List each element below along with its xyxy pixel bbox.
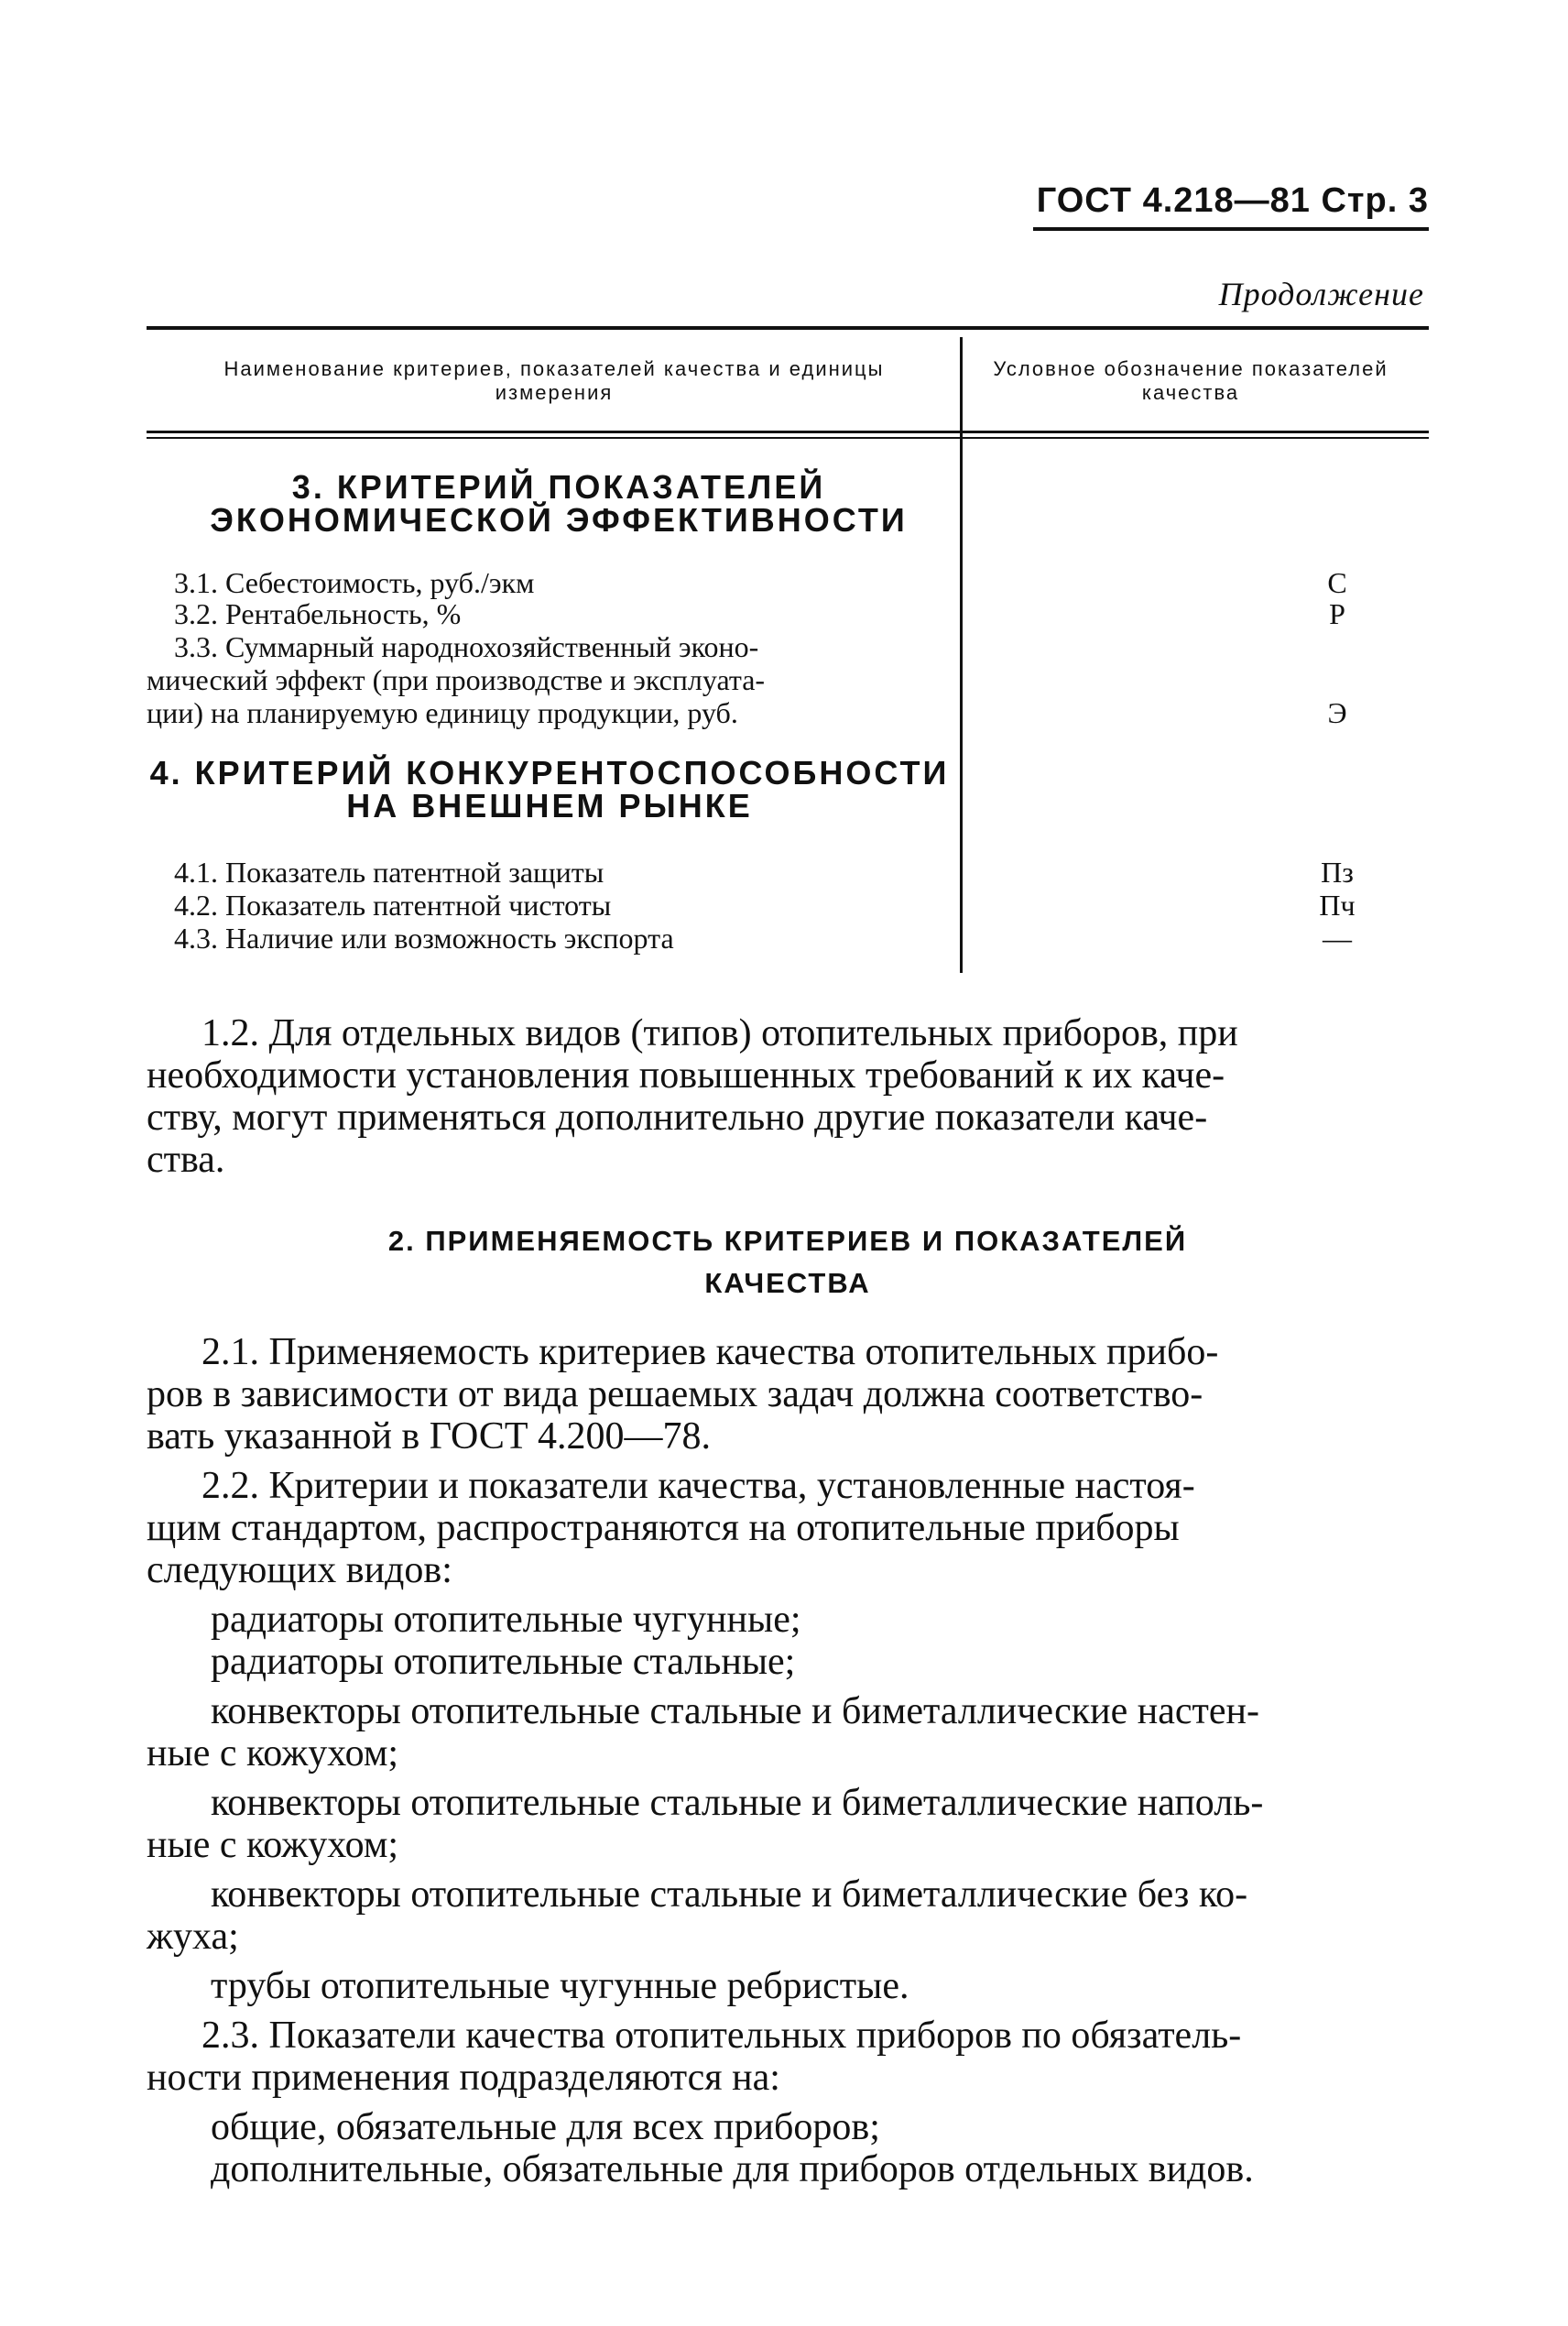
table-top-rule xyxy=(147,326,1429,330)
symbol-3-3: Э xyxy=(1327,696,1347,729)
row-4-1: 4.1. Показатель патентной защиты xyxy=(174,856,604,889)
section-4-title-line2: НА ВНЕШНЕМ РЫНКЕ xyxy=(346,787,753,824)
row-4-3: 4.3. Наличие или возможность экспорта xyxy=(174,922,674,955)
para-2-2-line2: щим стандартом, распространяются на отопительные приборы xyxy=(147,1507,1180,1549)
list-item-cast-iron-radiators: радиаторы отопительные чугунные; xyxy=(211,1599,801,1641)
row-3-3-line3: ции) на планируемую единицу продукции, руб. xyxy=(147,696,738,729)
continuation-label: Продолжение xyxy=(1218,276,1424,312)
row-3-3-line2: мический эффект (при производстве и эксплуата- xyxy=(147,663,766,696)
list-item-steel-radiators: радиаторы отопительные стальные; xyxy=(211,1641,796,1683)
criteria-table xyxy=(147,326,1429,973)
para-1-2-line2: необходимости установления повышенных требований к их каче- xyxy=(147,1054,1225,1097)
row-4-2: 4.2. Показатель патентной чистоты xyxy=(174,889,612,922)
section-3-title-line2: ЭКОНОМИЧЕСКОЙ ЭФФЕКТИВНОСТИ xyxy=(210,501,908,539)
row-3-3-line1: 3.3. Суммарный народнохозяйственный эконо- xyxy=(174,630,759,663)
para-2-1-line2: ров в зависимости от вида решаемых задач должна соответство- xyxy=(147,1373,1203,1415)
column-header-criteria: Наименование критериев, показателей качества и единицы измерения xyxy=(223,357,885,404)
symbol-4-1: Пз xyxy=(1321,856,1354,889)
section-4-title-line1: 4. КРИТЕРИЙ КОНКУРЕНТОСПОСОБНОСТИ xyxy=(149,754,950,792)
para-1-2-line3: ству, могут применяться дополнительно другие показатели каче- xyxy=(147,1097,1208,1139)
symbol-3-1: С xyxy=(1327,566,1347,599)
row-3-2: 3.2. Рентабельность, % xyxy=(174,597,462,630)
column-header-symbol: Условное обозначение показателей качества xyxy=(993,357,1388,404)
row-3-1: 3.1. Себестоимость, руб./экм xyxy=(174,566,535,599)
list-item-floor-convectors-line2: ные с кожухом; xyxy=(147,1824,399,1866)
table-header-rule xyxy=(147,431,1429,433)
list-item-floor-convectors-line1: конвекторы отопительные стальные и биметаллические наполь- xyxy=(211,1782,1264,1824)
list-item-general: общие, обязательные для всех приборов; xyxy=(211,2106,880,2148)
list-item-uncased-convectors-line1: конвекторы отопительные стальные и биметаллические без ко- xyxy=(211,1873,1248,1916)
list-item-additional: дополнительные, обязательные для приборов отдельных видов. xyxy=(211,2148,1254,2190)
list-item-wall-convectors-line1: конвекторы отопительные стальные и биметаллические настен- xyxy=(211,1690,1259,1732)
para-2-2-line1: 2.2. Критерии и показатели качества, установленные настоя- xyxy=(201,1465,1195,1507)
section-2-heading-line1: 2. ПРИМЕНЯЕМОСТЬ КРИТЕРИЕВ И ПОКАЗАТЕЛЕЙ xyxy=(387,1225,1188,1257)
section-3-title-line1: 3. КРИТЕРИЙ ПОКАЗАТЕЛЕЙ xyxy=(291,468,826,506)
table-column-divider xyxy=(960,337,963,973)
section-2-heading-line2: КАЧЕСТВА xyxy=(704,1267,871,1299)
header-rule xyxy=(1033,227,1429,231)
symbol-4-3: — xyxy=(1323,922,1352,955)
list-item-finned-pipes: трубы отопительные чугунные ребристые. xyxy=(211,1965,909,2007)
page-header: ГОСТ 4.218—81 Стр. 3 xyxy=(1036,181,1429,220)
para-2-3-line2: ности применения подразделяются на: xyxy=(147,2057,780,2099)
para-1-2-line4: ства. xyxy=(147,1139,225,1181)
para-2-2-line3: следующих видов: xyxy=(147,1549,452,1591)
symbol-4-2: Пч xyxy=(1319,889,1356,922)
list-item-wall-convectors-line2: ные с кожухом; xyxy=(147,1732,399,1775)
para-2-3-line1: 2.3. Показатели качества отопительных приборов по обязатель- xyxy=(201,2015,1242,2057)
table-header-rule-2 xyxy=(147,437,1429,439)
list-item-uncased-convectors-line2: жуха; xyxy=(147,1916,239,1958)
para-2-1-line3: вать указанной в ГОСТ 4.200—78. xyxy=(147,1415,711,1458)
para-2-1-line1: 2.1. Применяемость критериев качества отопительных прибо- xyxy=(201,1331,1219,1373)
para-1-2-line1: 1.2. Для отдельных видов (типов) отопительных приборов, при xyxy=(201,1012,1238,1054)
symbol-3-2: Р xyxy=(1329,597,1345,630)
